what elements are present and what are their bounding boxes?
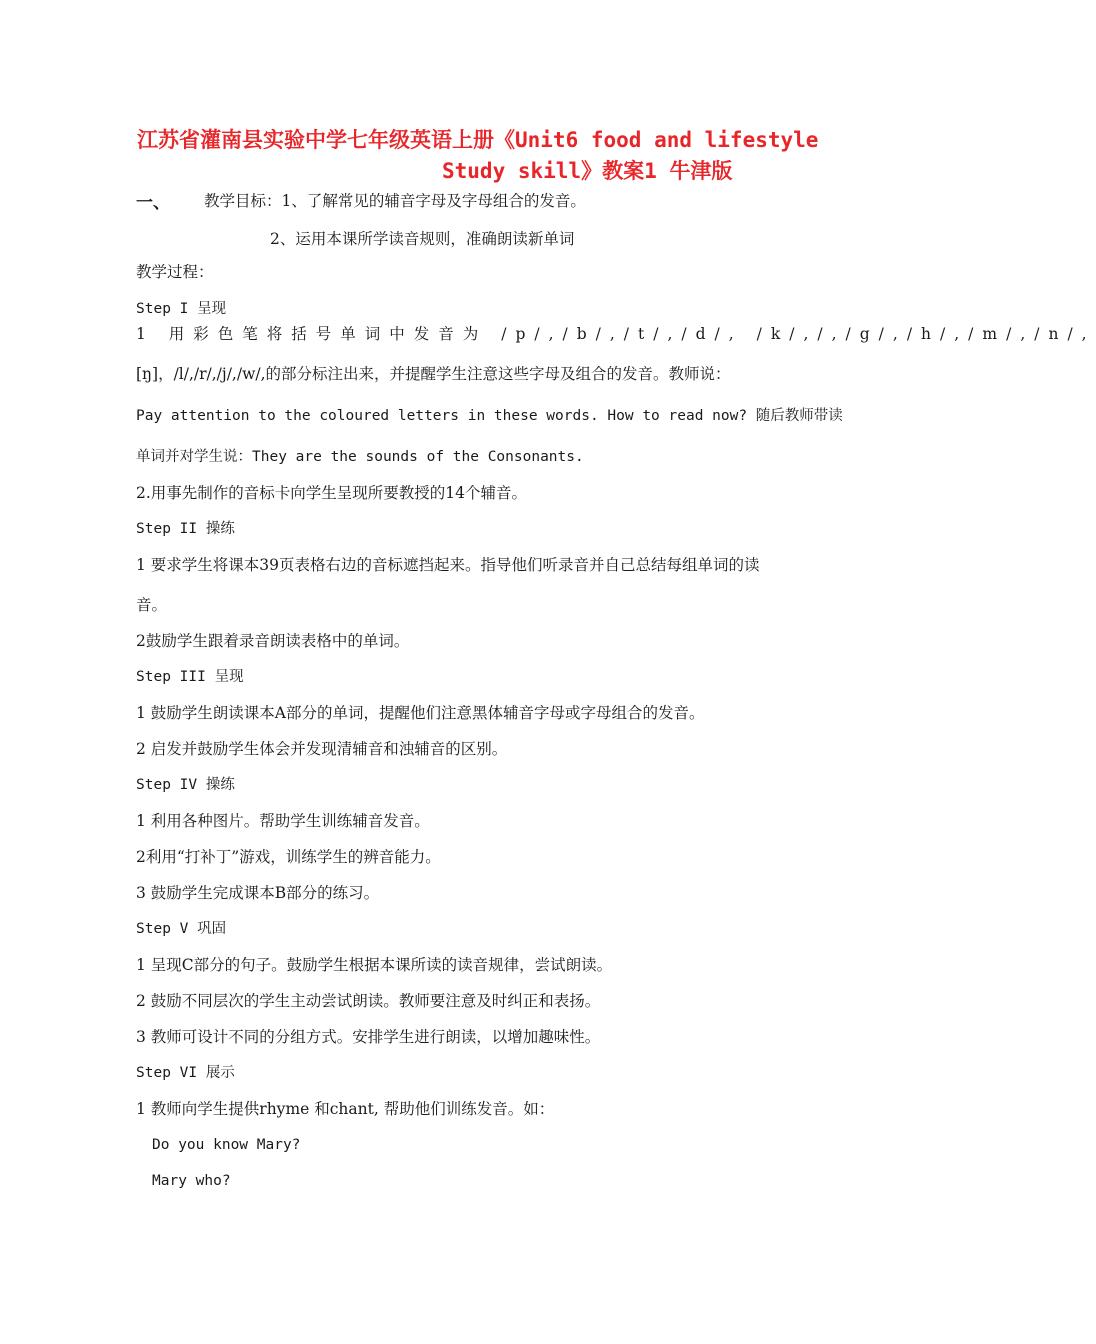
step-heading: Step I 呈现 — [136, 301, 227, 317]
paragraph-line: 1 教师向学生提供rhyme 和chant, 帮助他们训练发音。如： — [136, 1100, 555, 1118]
paragraph-line: 1 利用各种图片。帮助学生训练辅音发音。 — [136, 812, 430, 830]
paragraph-line: 3 教师可设计不同的分组方式。安排学生进行朗读，以增加趣味性。 — [136, 1028, 601, 1046]
paragraph-line: [ŋ]，/l/,/r/,/j/,/w/,的部分标注出来，并提醒学生注意这些字母及组合的发音。教师说： — [136, 365, 731, 383]
paragraph-line: 3 鼓励学生完成课本B部分的练习。 — [136, 884, 380, 902]
paragraph-line: 2 启发并鼓励学生体会并发现清辅音和浊辅音的区别。 — [136, 740, 508, 758]
paragraph-line: Pay attention to the coloured letters in these words. How to read now? 随后教师带读 — [136, 408, 843, 424]
step-heading: Step IV 操练 — [136, 777, 235, 793]
paragraph-line: 音。 — [136, 596, 168, 614]
rhyme-line: Mary who? — [152, 1173, 231, 1189]
rhyme-line: Do you know Mary? — [152, 1137, 301, 1153]
step-heading: Step III 呈现 — [136, 669, 244, 685]
paragraph-line: 1 用彩色笔将括号单词中发音为 /p/,/b/,/t/,/d/, /k/,/,/g/,/h/,/m/,/n/, — [136, 325, 1096, 343]
paragraph-line: 2鼓励学生跟着录音朗读表格中的单词。 — [136, 632, 410, 650]
objective-item-1: 教学目标：1、了解常见的辅音字母及字母组合的发音。 — [204, 192, 586, 210]
objective-item-2: 2、运用本课所学读音规则，准确朗读新单词 — [270, 230, 575, 248]
title-line-2: Study skill》教案1 牛津版 — [442, 159, 733, 183]
paragraph-line: 1 要求学生将课本39页表格右边的音标遮挡起来。指导他们听录音并自己总结每组单词的读 — [136, 556, 760, 574]
process-heading: 教学过程： — [136, 263, 214, 281]
title-line-1: 江苏省灌南县实验中学七年级英语上册《Unit6 food and lifestyle — [137, 128, 819, 152]
step-heading: Step V 巩固 — [136, 921, 227, 937]
step-heading: Step VI 展示 — [136, 1065, 235, 1081]
section-heading-number: 一、 — [136, 193, 170, 213]
paragraph-line: 2.用事先制作的音标卡向学生呈现所要教授的14个辅音。 — [136, 484, 528, 502]
paragraph-line: 单词并对学生说：They are the sounds of the Consonants. — [136, 449, 584, 465]
step-heading: Step II 操练 — [136, 521, 235, 537]
paragraph-line: 1 呈现C部分的句子。鼓励学生根据本课所读的读音规律，尝试朗读。 — [136, 956, 613, 974]
paragraph-line: 2 鼓励不同层次的学生主动尝试朗读。教师要注意及时纠正和表扬。 — [136, 992, 601, 1010]
paragraph-line: 1 鼓励学生朗读课本A部分的单词，提醒他们注意黑体辅音字母或字母组合的发音。 — [136, 704, 705, 722]
paragraph-line: 2利用“打补丁”游戏，训练学生的辨音能力。 — [136, 848, 441, 866]
